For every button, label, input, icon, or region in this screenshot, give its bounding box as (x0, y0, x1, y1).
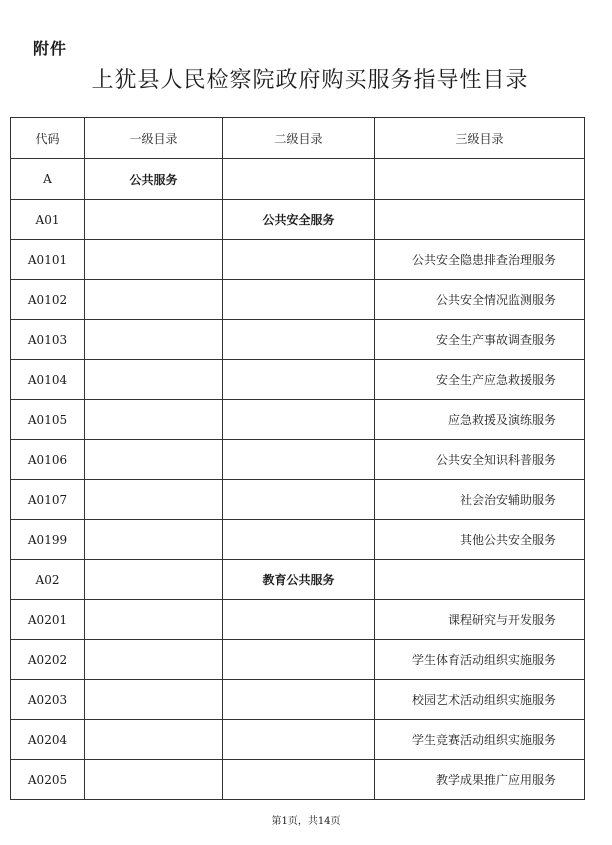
cell-level2 (223, 480, 375, 520)
cell-level1 (85, 360, 223, 400)
cell-level2 (223, 440, 375, 480)
table-row (11, 360, 585, 400)
attachment-label: 附件 (33, 39, 68, 58)
cell-level2 (223, 680, 375, 720)
cell-code: A (11, 159, 85, 200)
table-row (11, 720, 585, 760)
table-row (11, 200, 585, 240)
cell-level3: 公共安全情况监测服务 (375, 280, 585, 320)
cell-level1 (85, 520, 223, 560)
table-row (11, 440, 585, 480)
cell-level1 (85, 440, 223, 480)
cell-level1 (85, 200, 223, 240)
table-row (11, 760, 585, 800)
cell-level3 (375, 159, 585, 200)
table-row (11, 680, 585, 720)
table-row (11, 560, 585, 600)
table-header-row (11, 118, 585, 159)
cell-level1 (85, 720, 223, 760)
table-row (11, 640, 585, 680)
cell-level3: 公共安全隐患排查治理服务 (375, 240, 585, 280)
table-row (11, 159, 585, 200)
cell-level1 (85, 560, 223, 600)
table-row (11, 280, 585, 320)
cell-level1 (85, 240, 223, 280)
cell-code: A0205 (11, 760, 85, 800)
cell-level3: 校园艺术活动组织实施服务 (375, 680, 585, 720)
cell-code: A0199 (11, 520, 85, 560)
table-row (11, 520, 585, 560)
cell-code: A0104 (11, 360, 85, 400)
cell-level3: 教学成果推广应用服务 (375, 760, 585, 800)
cell-level2 (223, 640, 375, 680)
cell-level1 (85, 600, 223, 640)
page-number: 第1页，共14页 (271, 816, 341, 827)
service-catalog-table (10, 117, 585, 800)
cell-code: A0101 (11, 240, 85, 280)
cell-level2 (223, 360, 375, 400)
cell-code: A01 (11, 200, 85, 240)
table-row (11, 400, 585, 440)
cell-level1 (85, 680, 223, 720)
cell-level3: 课程研究与开发服务 (375, 600, 585, 640)
cell-level1 (85, 760, 223, 800)
header-level1: 一级目录 (85, 118, 223, 159)
cell-code: A0203 (11, 680, 85, 720)
cell-level3: 公共安全知识科普服务 (375, 440, 585, 480)
cell-level1 (85, 400, 223, 440)
cell-level3: 其他公共安全服务 (375, 520, 585, 560)
cell-code: A0201 (11, 600, 85, 640)
cell-code: A0107 (11, 480, 85, 520)
cell-level2: 教育公共服务 (223, 560, 375, 600)
cell-level2 (223, 400, 375, 440)
cell-level1 (85, 640, 223, 680)
cell-code: A0204 (11, 720, 85, 760)
cell-level2 (223, 159, 375, 200)
cell-level3: 应急救援及演练服务 (375, 400, 585, 440)
cell-code: A0106 (11, 440, 85, 480)
document-title: 上犹县人民检察院政府购买服务指导性目录 (91, 68, 529, 93)
cell-code: A0202 (11, 640, 85, 680)
table-row (11, 600, 585, 640)
table-row (11, 240, 585, 280)
header-code: 代码 (11, 118, 85, 159)
cell-level3: 安全生产事故调查服务 (375, 320, 585, 360)
table-row (11, 480, 585, 520)
cell-level2 (223, 240, 375, 280)
cell-code: A0105 (11, 400, 85, 440)
table-row (11, 320, 585, 360)
header-level2: 二级目录 (223, 118, 375, 159)
cell-level3: 社会治安辅助服务 (375, 480, 585, 520)
cell-level3: 学生竞赛活动组织实施服务 (375, 720, 585, 760)
cell-code: A0103 (11, 320, 85, 360)
cell-level3: 安全生产应急救援服务 (375, 360, 585, 400)
cell-code: A0102 (11, 280, 85, 320)
cell-level2 (223, 520, 375, 560)
cell-level2 (223, 320, 375, 360)
cell-code: A02 (11, 560, 85, 600)
header-level3: 三级目录 (375, 118, 585, 159)
cell-level2 (223, 600, 375, 640)
cell-level2 (223, 720, 375, 760)
cell-level2 (223, 280, 375, 320)
table-body (11, 159, 585, 800)
cell-level1 (85, 480, 223, 520)
cell-level2 (223, 760, 375, 800)
cell-level3: 学生体育活动组织实施服务 (375, 640, 585, 680)
cell-level1: 公共服务 (85, 159, 223, 200)
cell-level3 (375, 560, 585, 600)
cell-level3 (375, 200, 585, 240)
cell-level2: 公共安全服务 (223, 200, 375, 240)
cell-level1 (85, 320, 223, 360)
cell-level1 (85, 280, 223, 320)
